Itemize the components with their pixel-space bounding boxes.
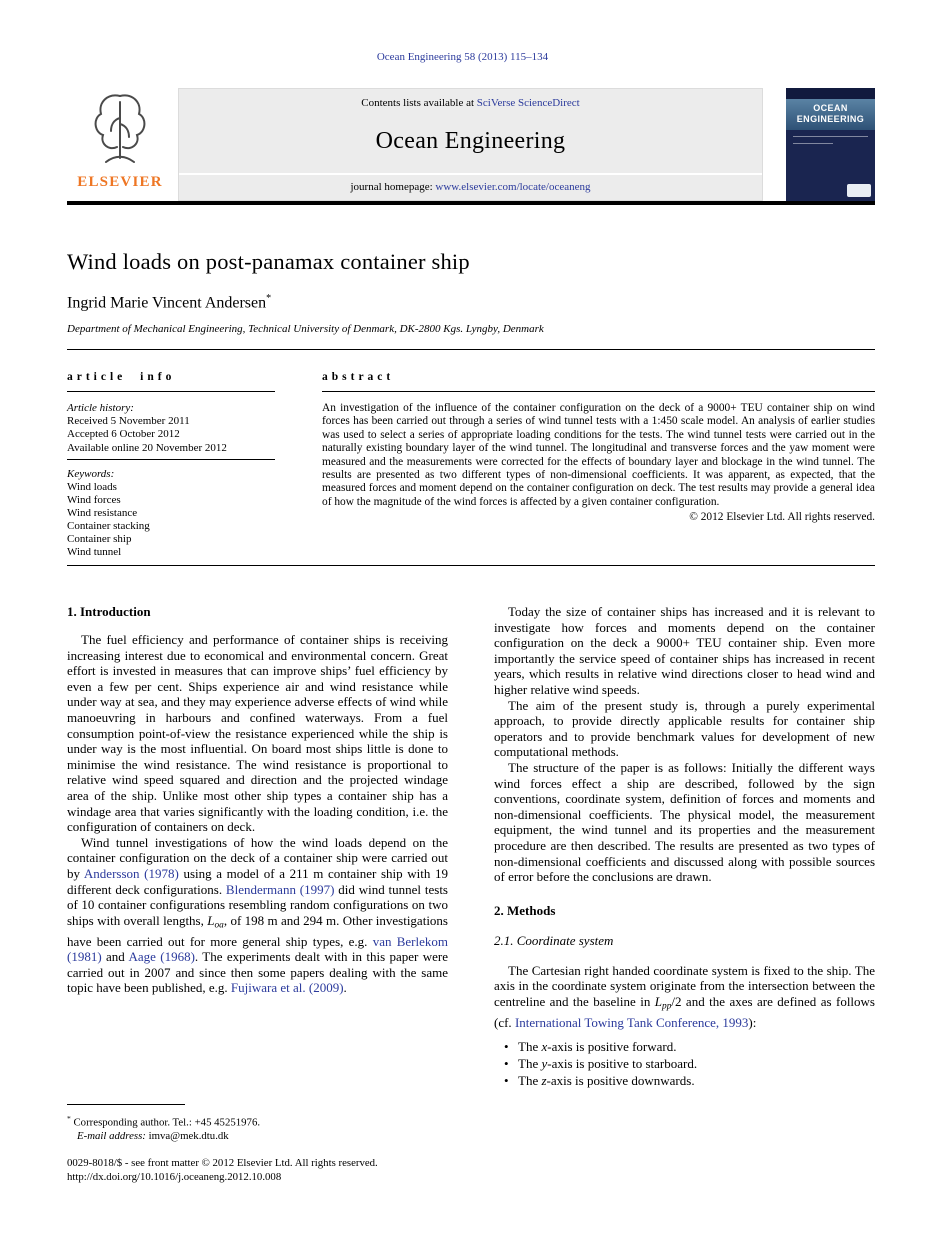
article-info-heading: article info: [67, 371, 176, 383]
paragraph: [67, 632, 448, 835]
ref-andersson-1978[interactable]: Andersson (1978): [83, 865, 179, 881]
body-column-right: [494, 602, 875, 1089]
ref-aage-1968[interactable]: Aage (1968): [128, 949, 195, 965]
text-segment: -axis is positive forward.: [547, 1039, 677, 1055]
axis-definition-list: [494, 1039, 875, 1089]
keyword-item: Wind loads: [67, 481, 117, 493]
sciverse-sciencedirect-link[interactable]: SciVerse ScienceDirect: [476, 97, 580, 109]
elsevier-wordmark: ELSEVIER: [77, 174, 163, 190]
email-line: [67, 1130, 448, 1144]
paragraph: [494, 604, 875, 698]
text-segment: L: [207, 912, 215, 928]
section-heading-methods: 2. Methods: [494, 902, 556, 918]
text-segment: did wind tunnel tests of 10 container configurations resembling random configurations on two ships with overall lengths,: [67, 881, 448, 928]
keywords-block: [67, 468, 317, 559]
article-history-label: Article history:: [67, 402, 134, 414]
text-segment: E-mail address:: [77, 1130, 149, 1143]
abstract-heading-rule: [322, 391, 875, 392]
text-segment: .: [343, 980, 347, 996]
text-segment: /2 and the axes are defined as follows (cf.: [494, 993, 875, 1030]
cover-publisher-box: [847, 184, 871, 197]
keyword-item: Wind resistance: [67, 507, 138, 519]
ref-van-berlekom-1981[interactable]: van Berlekom (1981): [67, 933, 448, 965]
history-item: Received 5 November 2011: [67, 415, 190, 428]
article-info-heading-rule: [67, 391, 275, 392]
email-address: imva@mek.dtu.dk: [148, 1130, 229, 1143]
keyword-item: Container ship: [67, 533, 132, 545]
text-segment: z: [541, 1072, 547, 1088]
history-item: Available online 20 November 2012: [67, 441, 227, 454]
history-keywords-divider: [67, 459, 275, 460]
footnote-block: [67, 1104, 448, 1144]
text-segment: Contents lists available at: [361, 97, 477, 109]
text-segment: x: [541, 1039, 548, 1055]
keyword-item: Container stacking: [67, 520, 150, 532]
journal-cover-thumbnail[interactable]: [786, 88, 875, 201]
text-segment: pp: [662, 1001, 672, 1012]
footnote-rule: [67, 1104, 185, 1105]
text-segment: ):: [748, 1014, 757, 1030]
page-citation: Ocean Engineering 58 (2013) 115–134: [376, 51, 549, 63]
text-segment: The: [518, 1055, 542, 1071]
keyword-item: Wind forces: [67, 494, 121, 506]
bullet-item: [518, 1056, 875, 1073]
cover-title: [786, 99, 875, 130]
author-affiliation: Department of Mechanical Engineering, Technical University of Denmark, DK-2800 Kgs. Lyngby, Denmark: [67, 323, 544, 335]
section-heading-introduction: 1. Introduction: [67, 604, 151, 619]
bullet-item: [518, 1039, 875, 1056]
corresponding-author-note: [67, 1112, 448, 1130]
issn-copyright-line: 0029-8018/$ - see front matter © 2012 Elsevier Ltd. All rights reserved.: [67, 1157, 378, 1169]
text-segment: The Cartesian right handed coordinate system is fixed to the ship. The axis in the coordinate system originate from the intersection between the centreline and the baseline in: [494, 962, 875, 1009]
abstract-heading: abstract: [322, 371, 395, 383]
cover-decor-line: [793, 143, 833, 144]
elsevier-tree-icon: [87, 88, 153, 172]
homepage-line: [179, 173, 762, 200]
text-segment: The aim of the present study is, through a purely experimental approach, to provide directly applicable results for container ship operators and to provide benchmark values for development of new computational methods.: [494, 697, 875, 760]
journal-title: Ocean Engineering: [375, 127, 566, 154]
header-divider-rule: [67, 201, 875, 205]
title-block-rule: [67, 349, 875, 350]
journal-header: [67, 88, 875, 201]
abstract-block: [322, 402, 875, 525]
corresponding-author-mark[interactable]: *: [266, 293, 272, 304]
paragraph: [494, 760, 875, 885]
text-segment: using a model of a 211 m container ship with 19 different deck configurations.: [67, 865, 448, 897]
article-history: [67, 402, 317, 455]
text-segment: -axis is positive to starboard.: [547, 1055, 698, 1071]
text-segment: Corresponding author. Tel.: +45 45251976.: [70, 1116, 261, 1129]
text-segment: The: [518, 1039, 542, 1055]
keywords-label: Keywords:: [67, 468, 115, 480]
text-segment: and: [101, 949, 129, 965]
text-segment: The fuel efficiency and performance of container ships is receiving increasing interest due to economical and environmental concern. Great effort is invested in measures that can improve ships’ fuel efficiency by even a few per cent. Ships experience air and wind resistance while under way at sea, and they may experience adverse effects of wind while manoeuvring in harbours and confined waterways. From a fuel consumption point-of-view the resistance experienced while the ship is under way is the most influential. On board most ships little is done to minimise the wind resistance. The wind resistance is proportional to relative wind speed squared and direction and the projected windage area of the ship. Unlike most other ship types a container ship has a windage area that varies significantly with the loading condition, i.e. the configuration of containers on deck.: [67, 632, 448, 835]
journal-homepage-link[interactable]: www.elsevier.com/locate/oceaneng: [435, 181, 591, 193]
cover-decor-line: [793, 136, 868, 137]
text-segment: Wind tunnel investigations of how the wind loads depend on the container configuration on the deck of a container ship were carried out by: [67, 834, 448, 881]
ref-ittc-1993[interactable]: International Towing Tank Conference, 1993: [514, 1014, 749, 1030]
author-name: Ingrid Marie Vincent Andersen: [67, 294, 267, 312]
body-column-left: [67, 602, 448, 996]
text-segment: . The experiments dealt with in this paper were carried out in 2007 and since then some papers dealing with the same topic have been published, e.g.: [67, 949, 448, 996]
article-title: Wind loads on post-panamax container ship: [67, 249, 470, 274]
text-segment: Today the size of container ships has increased and it is relevant to investigate how forces and moments depend on the container configuration on the deck a 9000+ TEU container ship. Even more importantly the service speed of container ships has increased in recent years, which results in relative wind directions closer to head wind and higher relative wind speeds.: [494, 604, 875, 697]
ref-fujiwara-2009[interactable]: Fujiwara et al. (2009): [230, 980, 344, 996]
paragraph: [67, 835, 448, 996]
paragraph: [494, 963, 875, 1031]
info-block-bottom-rule: [67, 565, 875, 566]
bullet-item: [518, 1073, 875, 1090]
text-segment: *: [67, 1114, 71, 1123]
text-segment: y: [541, 1055, 548, 1071]
abstract-text: An investigation of the influence of the container configuration on the deck of a 9000+ TEU container ship on wind forces has been carried out through a series of wind tunnel tests with a 1:450 scale model. An analysis of earlier studies was used to select a series of appropriate loading conditions for the tests. The wind tunnel tests were carried out in the naturally existing boundary layer of the wind tunnel. The longitudinal and transverse forces and the yaw moment were measured and the measurements were corrected for the effects of boundary layer and blockage in the wind tunnel. The results are presented as two different types of non-dimensional coefficients. It was apparent, as expected, that the measured forces and moment depend on the container configuration on deck. The test results may provide a general idea of how the magnitude of the wind forces is affected by a given container configuration.: [322, 402, 875, 508]
keyword-item: Wind tunnel: [67, 546, 122, 558]
paragraph: [494, 698, 875, 760]
cover-title-line1: OCEAN: [813, 103, 848, 113]
text-segment: The: [518, 1072, 542, 1088]
author-line: [67, 293, 271, 312]
journal-banner: [178, 88, 763, 201]
text-segment: -axis is positive downwards.: [546, 1072, 695, 1088]
cover-top-strip: [786, 88, 875, 99]
copyright-line: © 2012 Elsevier Ltd. All rights reserved.: [689, 511, 875, 524]
imprint-block: [67, 1157, 587, 1185]
ref-blendermann-1997[interactable]: Blendermann (1997): [225, 881, 335, 897]
history-item: Accepted 6 October 2012: [67, 428, 180, 441]
text-segment: oa: [214, 920, 224, 931]
text-segment: L: [654, 993, 663, 1009]
text-segment: journal homepage:: [350, 181, 436, 193]
contents-line: [179, 89, 762, 109]
doi-line: http://dx.doi.org/10.1016/j.oceaneng.2012.10.008: [67, 1170, 282, 1183]
text-segment: , of 198 m and 294 m. Other investigations have been carried out for more general ship types, e.g.: [67, 912, 448, 949]
text-segment: The structure of the paper is as follows: Initially the different ways wind forces effect a ship are described, followed by the sign conventions, coordinate system, definition of forces and moments and non-dimensional coefficients. The physical model, the measurement equipment, the wind tunnel and its properties and the measurement procedure are then described. The results are presented as two types of non-dimensional coefficients and discussed along with possible sources of error before the conclusions are drawn.: [494, 759, 875, 885]
cover-title-line2: ENGINEERING: [796, 114, 865, 124]
subsection-heading-coordinate-system: 2.1. Coordinate system: [494, 932, 614, 948]
elsevier-logo[interactable]: [67, 88, 173, 201]
